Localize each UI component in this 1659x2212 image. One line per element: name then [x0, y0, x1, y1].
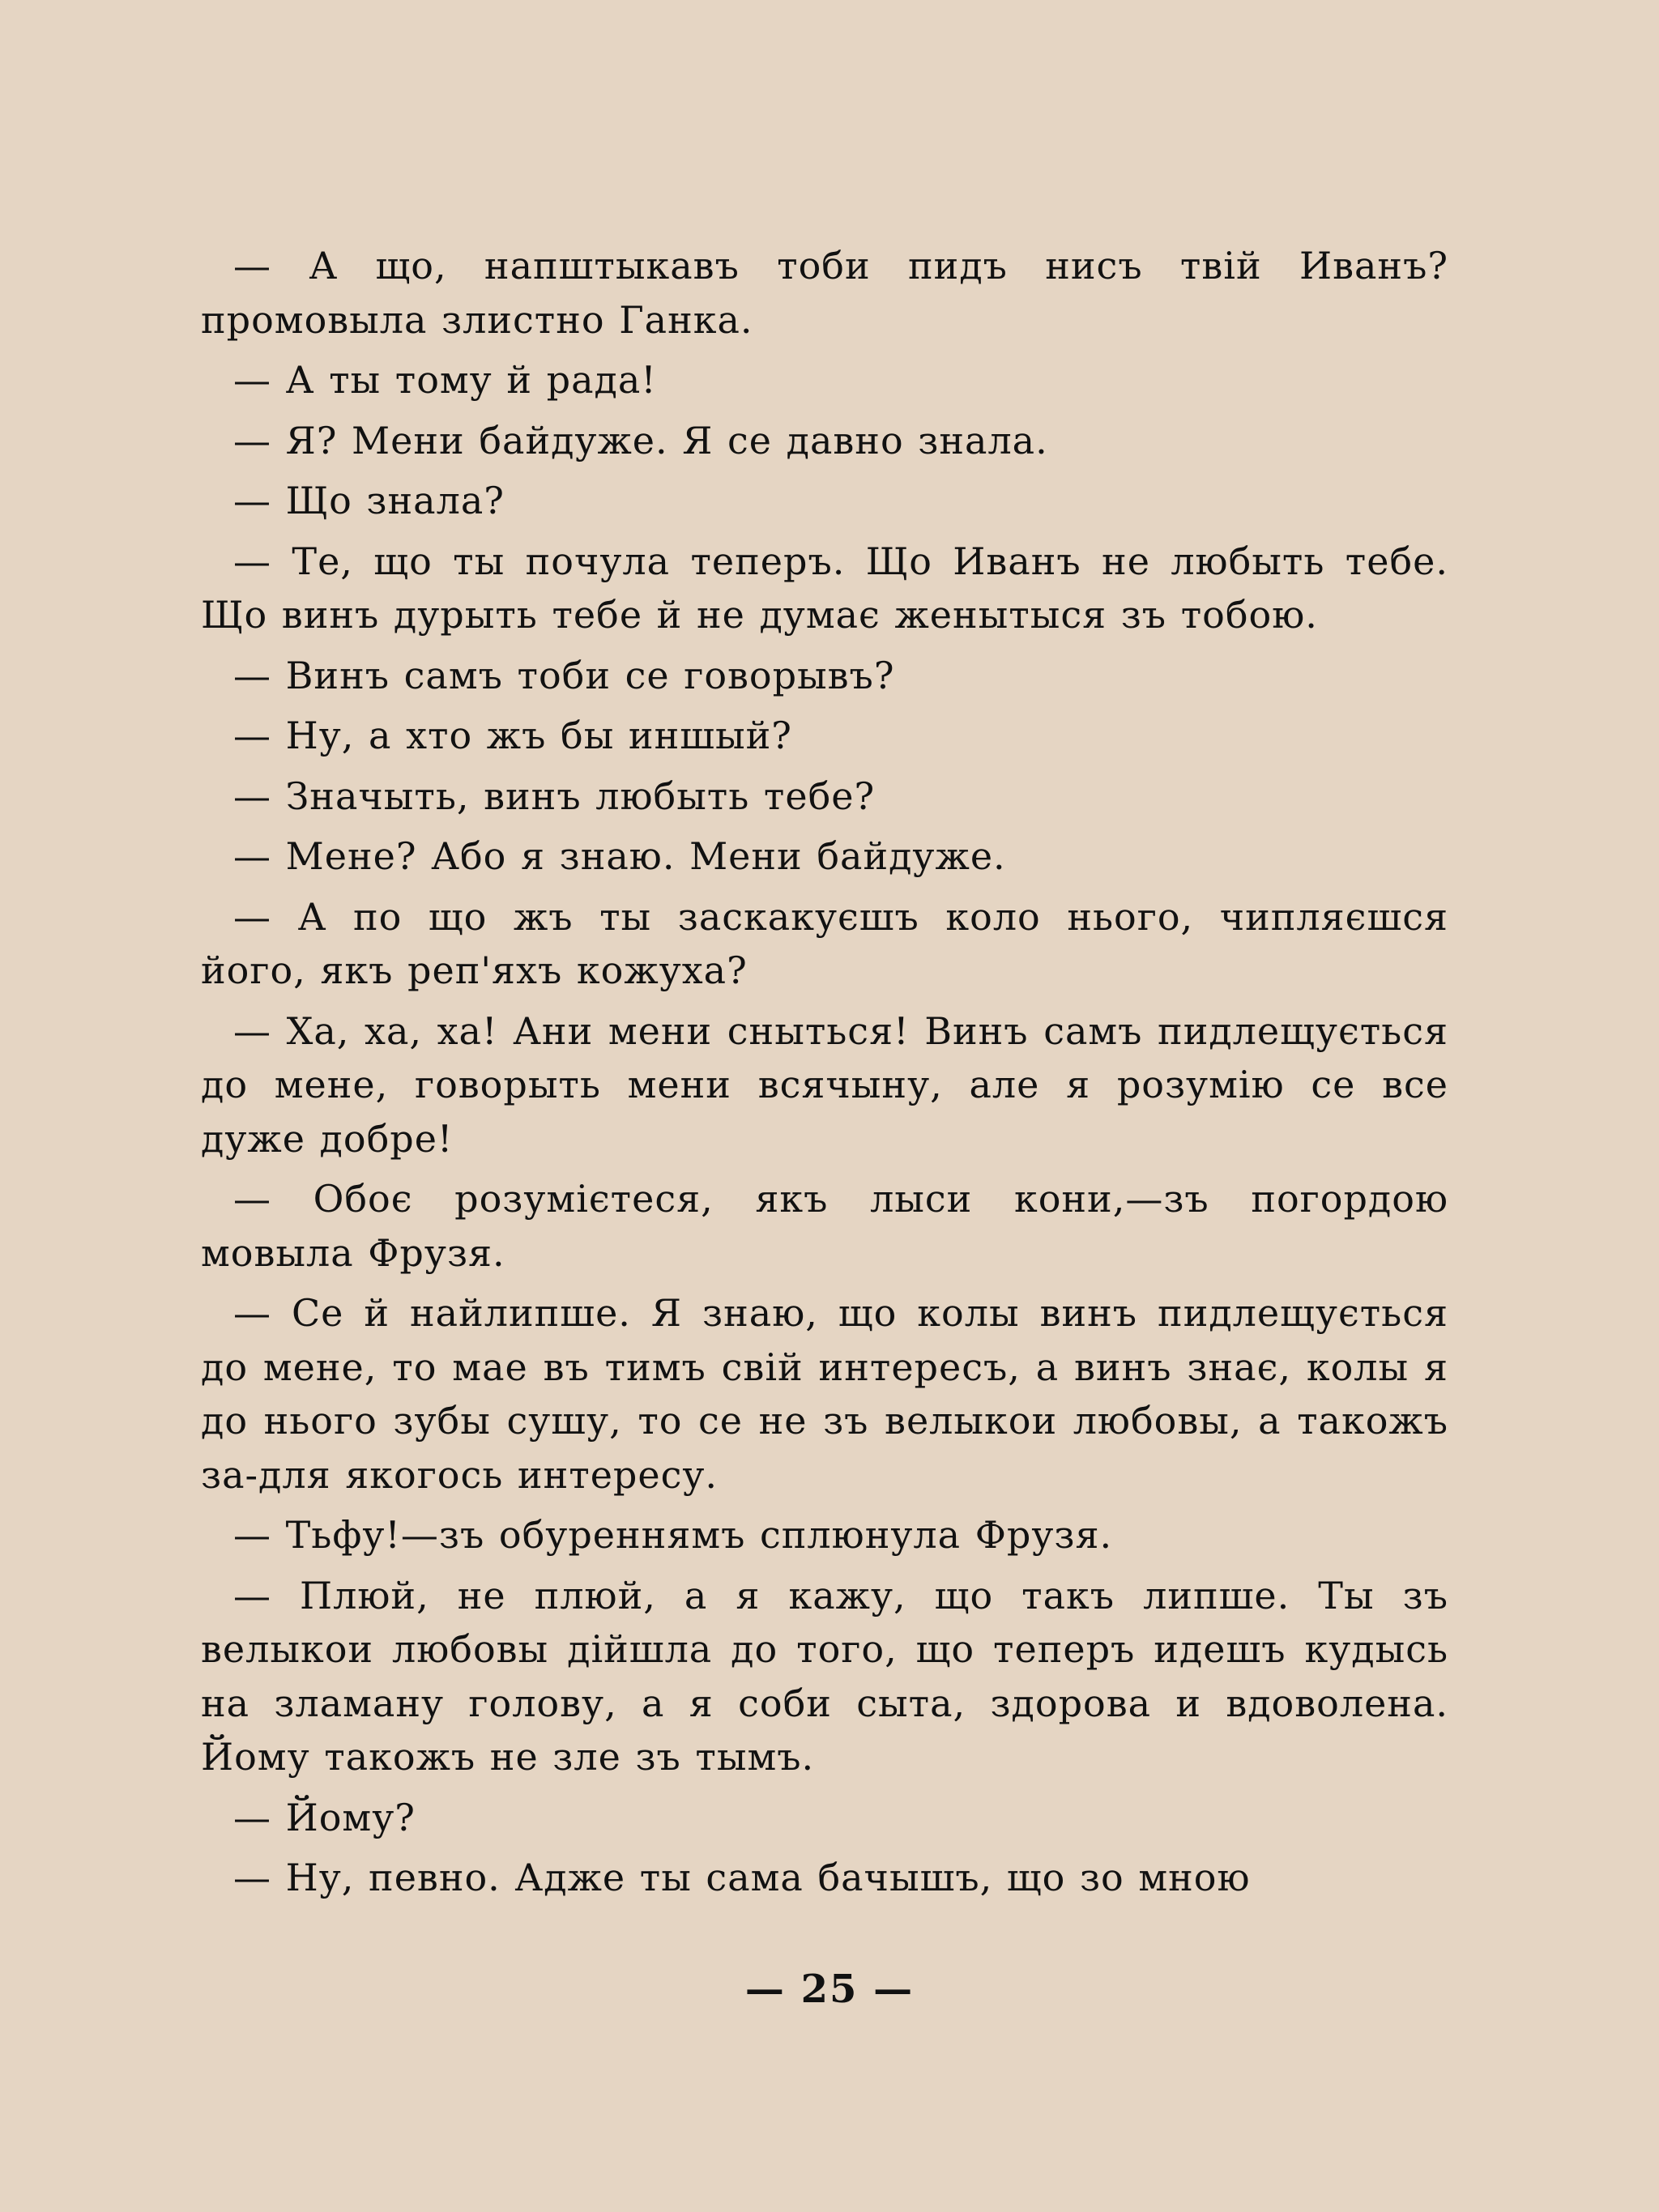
paragraph: — Ну, певно. Адже ты сама бачышъ, що зо мною: [233, 1856, 1251, 1899]
paragraph: — А ты тому й рада!: [233, 358, 657, 402]
page-number: — 25 —: [744, 1967, 915, 2012]
paragraph: — Мене? Або я знаю. Мени байдуже.: [233, 834, 1006, 878]
paragraph: — Я? Мени байдуже. Я се давно знала.: [233, 418, 1048, 462]
paragraph: — Ха, ха, ха! Ани мени сныться! Винъ самъ пидлещується до мене, говорыть мени всячыну, але я розумію се все дуже добре!: [201, 1008, 1448, 1161]
paragraph: — Те, що ты почула теперъ. Що Иванъ не любыть тебе. Що винъ дурыть тебе й не думає женытыся зъ тобою.: [201, 539, 1448, 637]
paragraph: — Обоє розумієтеся, якъ лыси кони,—зъ погордою мовыла Фрузя.: [201, 1177, 1448, 1275]
paragraph: — Тьфу!—зъ обуреннямъ сплюнула Фрузя.: [233, 1513, 1113, 1557]
page-text: [201, 239, 1448, 1912]
paragraph: — Се й найлипше. Я знаю, що колы винъ пидлещується до мене, то мае въ тимъ свій интересъ, а винъ знає, колы я до нього зубы сушу, то се не зъ велыкои любовы, а такожъ за-для якогось интересу.: [201, 1291, 1448, 1497]
paragraph: — Винъ самъ тоби се говорывъ?: [233, 653, 895, 697]
paragraph: — Ну, а хто жъ бы иншый?: [233, 714, 792, 757]
paragraph: — Значыть, винъ любыть тебе?: [233, 774, 876, 818]
paragraph: — Що знала?: [233, 479, 505, 522]
paragraph: — А що, напштыкавъ тоби пидъ нисъ твій Иванъ? промовыла злистно Ганка.: [201, 244, 1448, 342]
paragraph: — А по що жъ ты заскакуєшъ коло нього, чипляєшся його, якъ реп'яхъ кожуха?: [201, 894, 1448, 992]
paragraph: — Плюй, не плюй, а я кажу, що такъ липше. Ты зъ велыкои любовы дійшла до того, що теперъ идешъ кудысь на зламану голову, а я соби сыта, здорова и вдоволена. Йому такожъ не зле зъ тымъ.: [201, 1573, 1448, 1779]
paragraph: — Йому?: [233, 1795, 416, 1839]
